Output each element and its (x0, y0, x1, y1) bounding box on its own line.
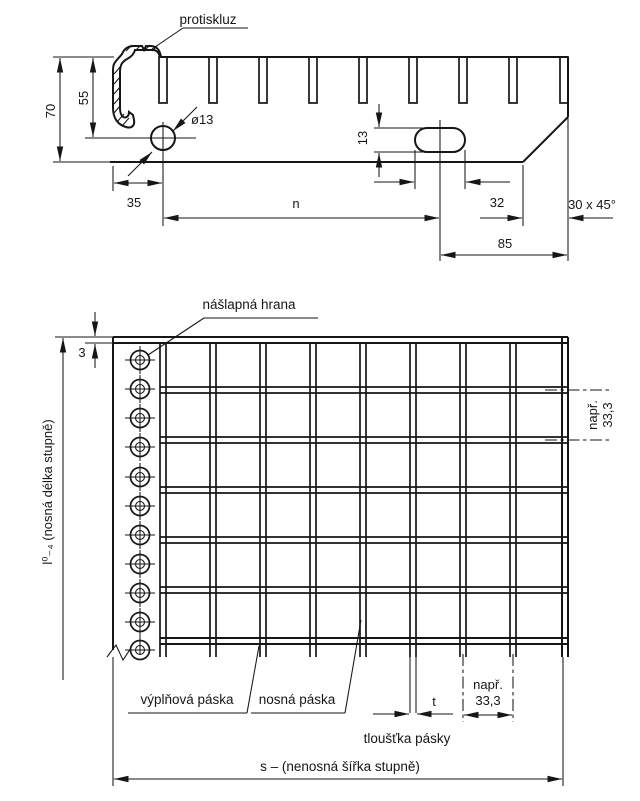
dim-3 (78, 312, 95, 368)
dim-70-text: 70 (43, 103, 58, 119)
dim-l (40, 338, 63, 680)
chamfer-text: 30 x 45° (568, 197, 616, 212)
plan-view (40, 297, 615, 786)
dim-n-text: n (292, 196, 300, 211)
bearing-bar-sections (159, 57, 568, 103)
profile-outline (110, 57, 568, 162)
nose-hole (125, 636, 155, 660)
plan-outline (107, 337, 568, 660)
nose-hole (125, 463, 155, 491)
napr-bottom-word: např. (473, 677, 503, 692)
napr-bottom-value: 33,3 (475, 693, 501, 708)
dim-85-text: 85 (497, 236, 513, 251)
dim-55 (76, 58, 93, 137)
dim-32-text: 32 (489, 195, 505, 210)
dim-35-text: 35 (126, 195, 142, 210)
dim-n (164, 196, 439, 218)
bearing-strips (160, 343, 516, 657)
nosna-paska-text: nosná páska (258, 692, 336, 707)
vyplnova-paska-text: výplňová páska (140, 692, 234, 707)
dim-55-text: 55 (76, 90, 91, 106)
tloustka-pasky-text: tloušťka pásky (363, 731, 451, 746)
nose-hole (125, 404, 155, 432)
dim-13 (355, 104, 379, 177)
s-axis-text: s – (nenosná šířka stupně) (260, 759, 420, 774)
naslapna-hrana-text: nášlapná hrana (202, 297, 296, 312)
naslapna-hrana-callout (148, 297, 318, 355)
nosna-paska-callout (251, 620, 361, 713)
dim-t (373, 694, 453, 714)
nose-hole (125, 346, 155, 374)
top-view-extension-lines (53, 57, 568, 261)
filler-strips (160, 387, 568, 644)
dim-pitch-bottom (464, 677, 512, 715)
protiskluz-text: protiskluz (179, 12, 237, 27)
dim-t-text: t (432, 694, 436, 709)
dim-32 (374, 182, 510, 210)
antislip-nose-profile (113, 45, 161, 128)
dim-dia13 (128, 107, 213, 176)
top-view (43, 12, 616, 261)
dim-s (114, 759, 562, 779)
dim-85 (441, 236, 567, 255)
nose-hole (125, 521, 155, 549)
pitch-marks-right (545, 390, 615, 440)
l-axis-text: l⁰₋₄ (nosná délka stupně) (40, 419, 55, 565)
dim-35 (114, 183, 162, 210)
nose-hole (125, 492, 155, 520)
dim-70 (43, 58, 60, 161)
protiskluz-callout (152, 12, 248, 49)
slot-hole (374, 120, 465, 261)
dim-3-text: 3 (78, 345, 86, 360)
nose-hole (125, 433, 155, 461)
napr-right-value: 33,3 (600, 402, 615, 428)
break-line (107, 645, 131, 660)
rivet-hole (85, 122, 196, 226)
nose-hole (125, 579, 155, 607)
dim-13-text: 13 (355, 130, 370, 146)
dia13-text: ø13 (191, 112, 214, 127)
nose-hole (125, 550, 155, 578)
nose-hole (125, 608, 155, 636)
nose-hole (125, 375, 155, 403)
nose-hole-row (125, 346, 155, 660)
napr-right-word: např. (585, 400, 600, 430)
